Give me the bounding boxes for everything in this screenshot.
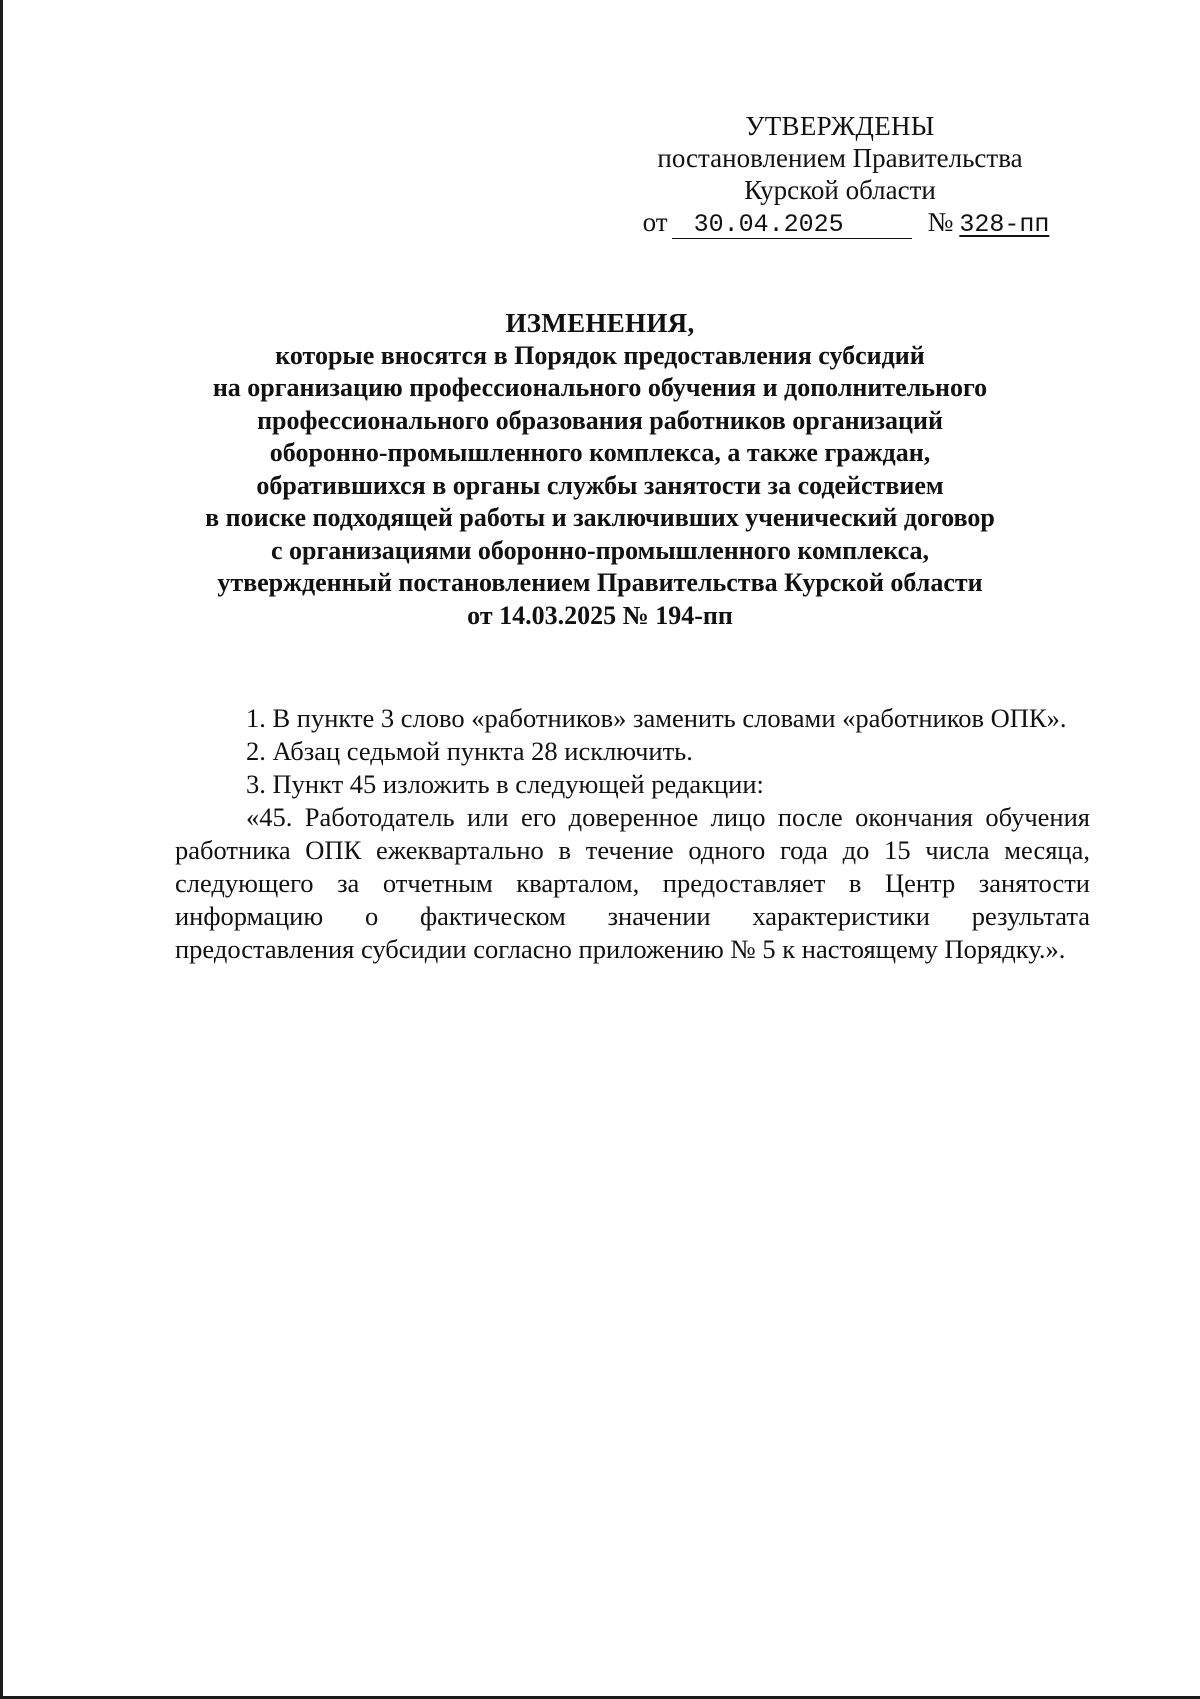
body-paragraph-4: «45. Работодатель или его доверенное лицо после окончания обучения работника ОПК ежеквартально в течение одного года до 15 числа месяца, следующего за отчетным кварталом, предоставляет в Центр занятости информацию о фактическом значении характеристики результата предоставления субсидии согласно приложению № 5 к настоящему Порядку.». — [175, 802, 1090, 964]
body-paragraph-2: 2. Абзац седьмой пункта 28 исключить. — [246, 736, 693, 766]
approval-number: 328-пп — [959, 210, 1050, 239]
body-paragraph-1: 1. В пункте 3 слово «работников» заменить словами «работников ОПК». — [246, 703, 1067, 733]
approval-date: 30.04.2025 — [672, 212, 912, 239]
body-paragraph-3: 3. Пункт 45 изложить в следующей редакции: — [246, 769, 764, 799]
heading-line: обратившихся в органы службы занятости за содействием — [256, 470, 944, 500]
heading-line: от 14.03.2025 № 194-пп — [467, 600, 733, 630]
heading-line: на организацию профессионального обучения и дополнительного — [212, 373, 988, 402]
heading-line: утвержденный постановлением Правительства Курской области — [217, 568, 983, 597]
approval-line-1: постановлением Правительства — [657, 143, 1023, 173]
heading-line: в поиске подходящей работы и заключивших ученический договор — [205, 503, 995, 532]
approval-date-number-row — [600, 206, 1080, 241]
approval-line-2: Курской области — [744, 175, 936, 205]
approval-block — [600, 110, 1080, 241]
date-prefix: от — [642, 207, 668, 237]
heading-line: оборонно-промышленного комплекса, а также граждан, — [269, 438, 931, 467]
number-prefix: № — [927, 207, 954, 237]
document-body — [175, 702, 1090, 966]
document-heading — [150, 307, 1050, 632]
heading-line: профессионального образования работников организаций — [257, 405, 943, 435]
heading-line: с организациями оборонно-промышленного комплекса, — [271, 535, 929, 565]
approval-title: УТВЕРЖДЕНЫ — [745, 111, 935, 141]
scan-border-left — [0, 0, 3, 1699]
heading-line: которые вносятся в Порядок предоставления субсидий — [275, 340, 925, 370]
heading-title: ИЗМЕНЕНИЯ, — [505, 308, 695, 338]
